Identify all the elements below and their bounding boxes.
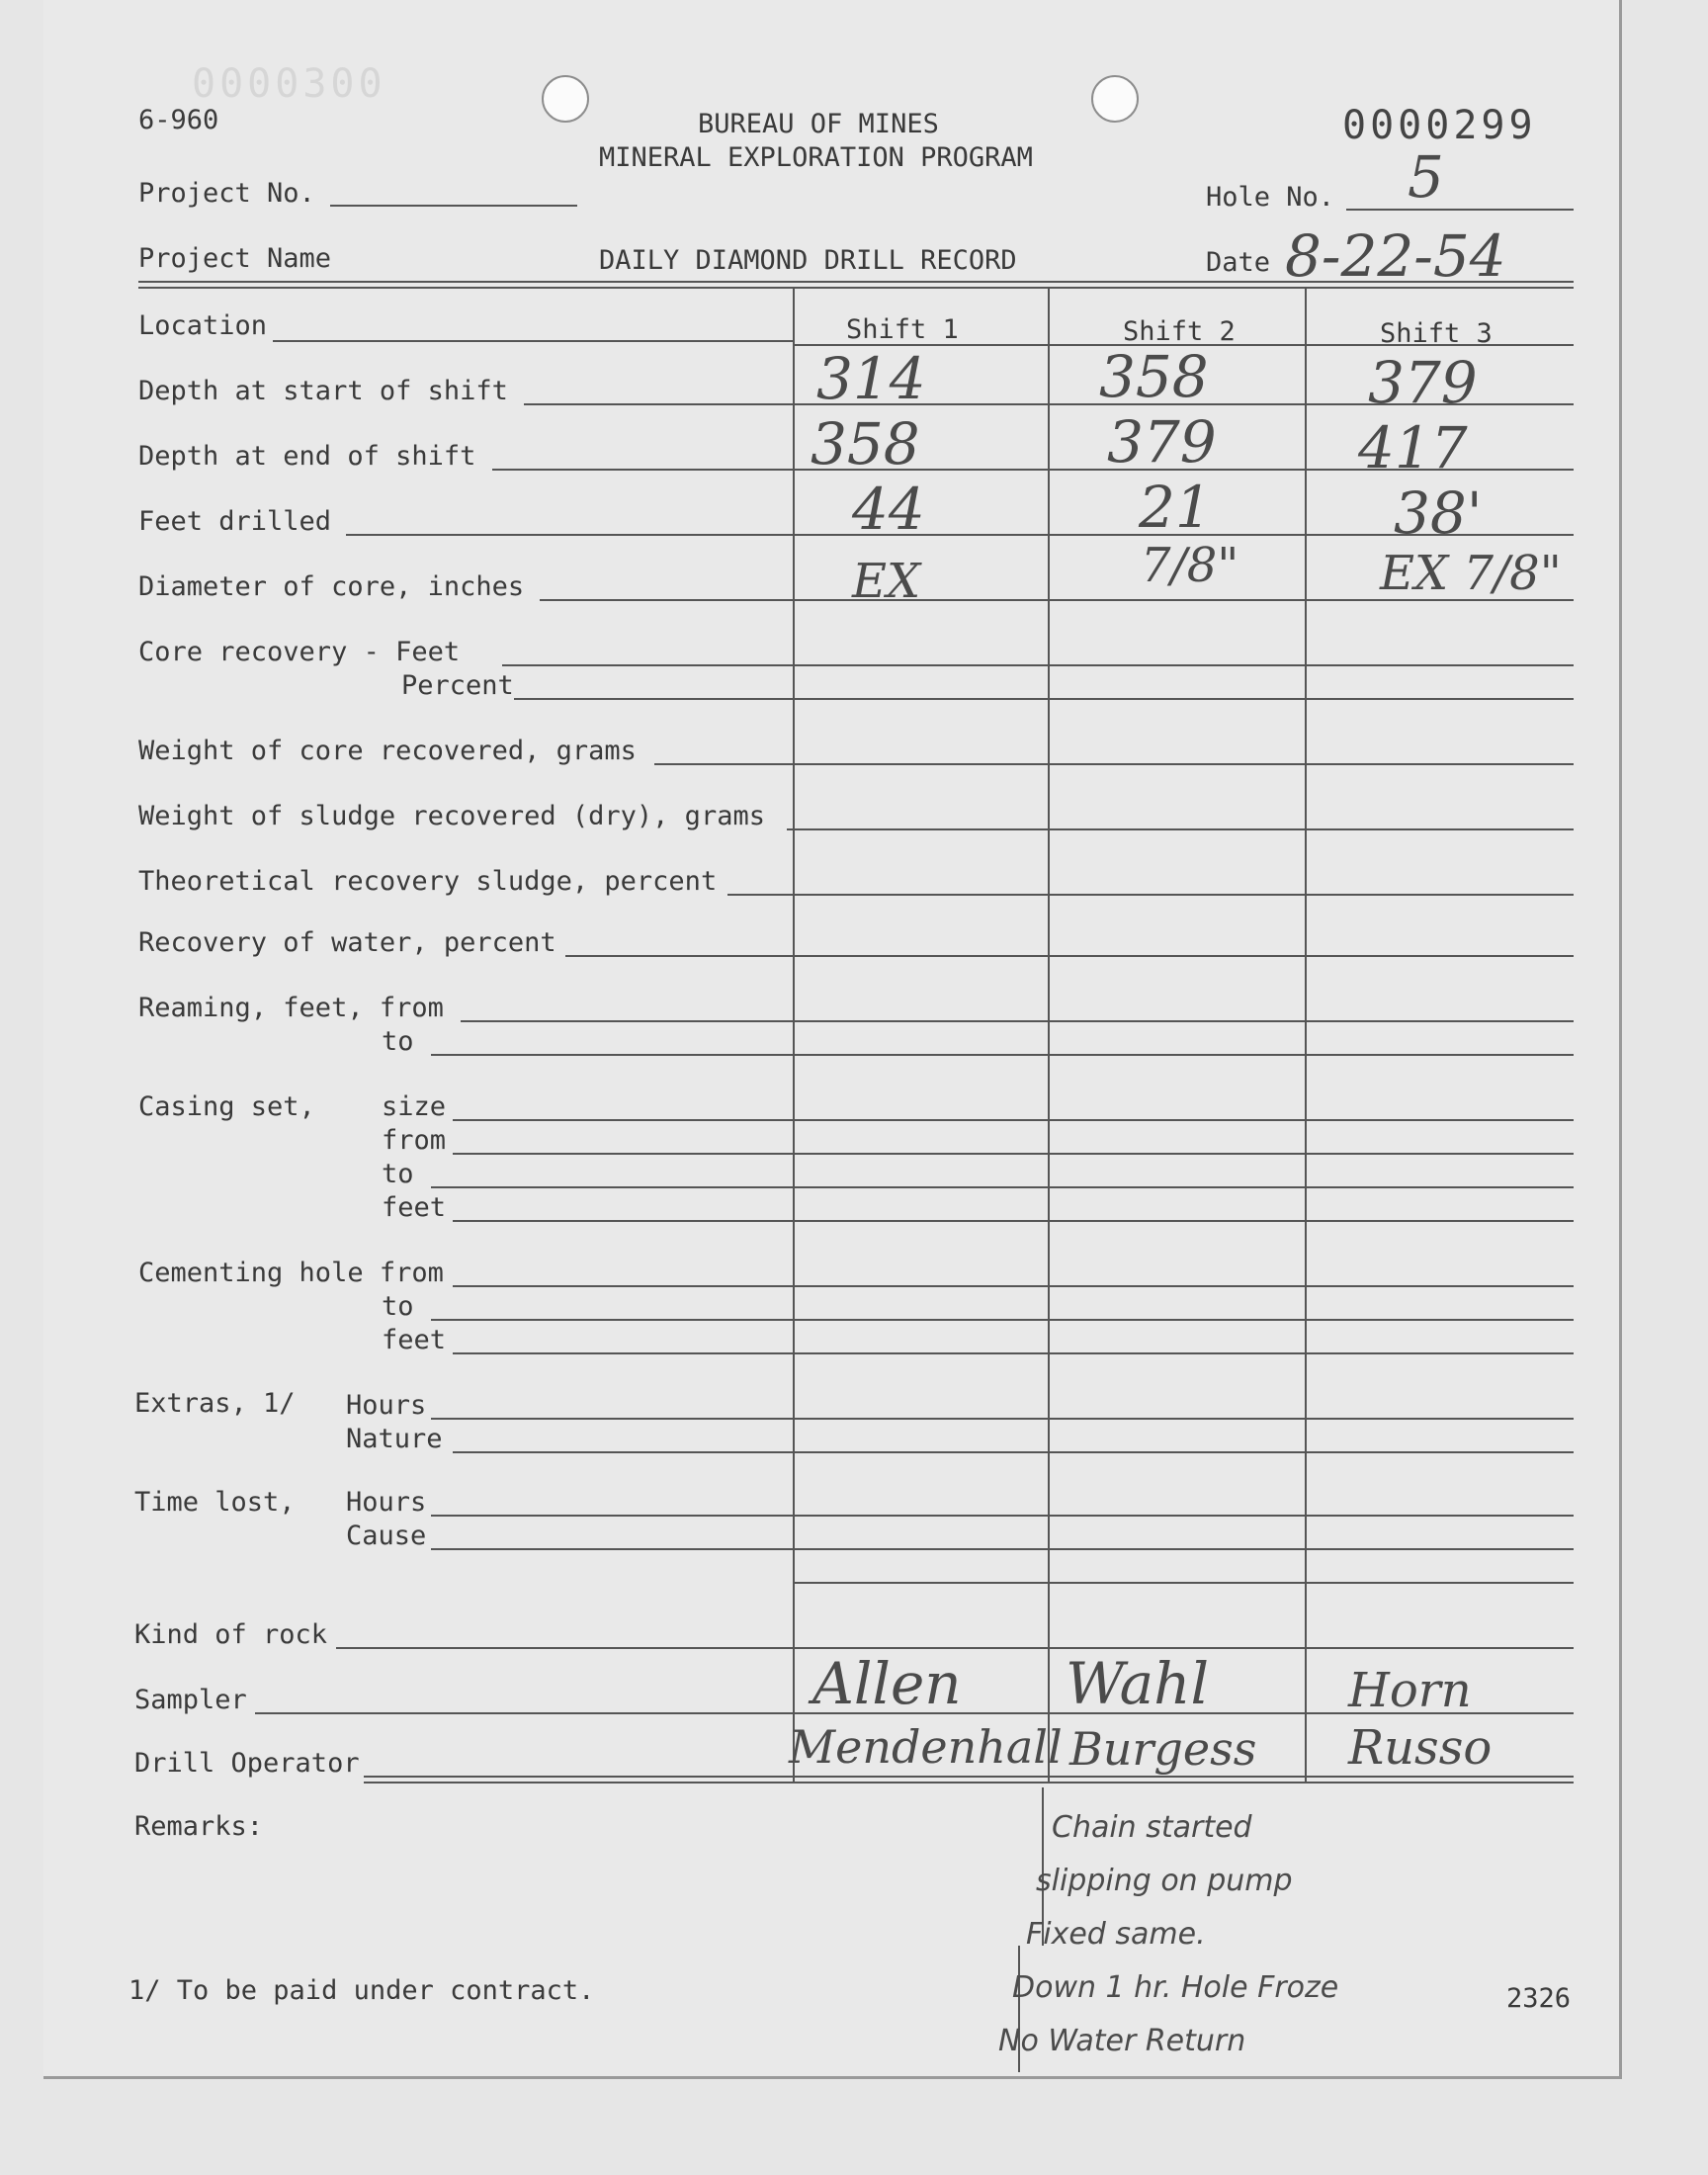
percent-label: Percent (401, 670, 514, 701)
extras-hours-label: Hours (346, 1390, 427, 1421)
time-lost-cause-label: Cause (346, 1521, 427, 1551)
agency-title: BUREAU OF MINES (698, 109, 939, 139)
diameter-shift-2: 7/8" (1141, 538, 1239, 593)
drill-operator-shift-3: Russo (1348, 1720, 1493, 1776)
remarks-line-2: slipping on pump (1036, 1864, 1293, 1898)
reaming-label: Reaming, feet, from (138, 993, 444, 1023)
date-label: Date (1206, 247, 1271, 278)
extras-label: Extras, 1/ (134, 1388, 296, 1419)
form-number: 6-960 (138, 105, 219, 135)
footnote: 1/ To be paid under contract. (128, 1975, 595, 2006)
project-no-label: Project No. (138, 178, 315, 209)
depth-start-shift-1: 314 (816, 345, 926, 412)
cementing-feet-label: feet (382, 1325, 447, 1355)
casing-feet-label: feet (382, 1192, 447, 1223)
casing-label: Casing set, (138, 1091, 315, 1122)
feet-drilled-shift-1: 44 (852, 476, 925, 543)
weight-sludge-label: Weight of sludge recovered (dry), grams (138, 801, 765, 831)
casing-from-label: from (382, 1125, 447, 1156)
form-sheet (43, 0, 1622, 2079)
remarks-line-4: Down 1 hr. Hole Froze (1012, 1970, 1339, 2005)
remarks-line-1: Chain started (1052, 1810, 1252, 1845)
cementing-label: Cementing hole from (138, 1258, 444, 1288)
theoretical-label: Theoretical recovery sludge, percent (138, 866, 718, 897)
remarks-line-5: No Water Return (998, 2024, 1246, 2058)
reaming-to-label: to (382, 1026, 414, 1057)
hole-no-label: Hole No. (1206, 182, 1335, 213)
remarks-label: Remarks: (134, 1811, 264, 1842)
cementing-to-label: to (382, 1291, 414, 1322)
form-title: DAILY DIAMOND DRILL RECORD (599, 245, 1017, 276)
kind-of-rock-label: Kind of rock (134, 1619, 328, 1650)
weight-core-label: Weight of core recovered, grams (138, 736, 637, 766)
sampler-shift-3: Horn (1348, 1663, 1472, 1718)
depth-end-shift-3: 417 (1358, 414, 1468, 481)
depth-start-shift-3: 379 (1368, 349, 1478, 416)
program-title: MINERAL EXPLORATION PROGRAM (599, 142, 1033, 173)
shift-1-header: Shift 1 (846, 314, 959, 345)
location-label: Location (138, 310, 268, 341)
project-name-label: Project Name (138, 243, 332, 274)
core-recovery-label: Core recovery - Feet (138, 637, 461, 667)
punch-hole-left (542, 75, 589, 123)
ghost-serial-number: 0000300 (192, 61, 386, 107)
extras-nature-label: Nature (346, 1424, 443, 1454)
time-lost-hours-label: Hours (346, 1487, 427, 1518)
depth-end-shift-1: 358 (811, 410, 920, 478)
depth-start-label: Depth at start of shift (138, 376, 508, 406)
remarks-line-3: Fixed same. (1026, 1917, 1206, 1952)
water-recovery-label: Recovery of water, percent (138, 927, 556, 958)
shift-3-header: Shift 3 (1380, 318, 1493, 349)
punch-hole-right (1091, 75, 1139, 123)
document-code: 2326 (1506, 1983, 1572, 2014)
shift-2-header: Shift 2 (1123, 316, 1236, 347)
drill-operator-shift-2: Burgess (1069, 1722, 1257, 1776)
diameter-shift-1: EX (852, 554, 921, 609)
casing-size-label: size (382, 1091, 447, 1122)
feet-drilled-label: Feet drilled (138, 506, 332, 537)
depth-end-label: Depth at end of shift (138, 441, 476, 472)
feet-drilled-shift-3: 38' (1394, 479, 1483, 547)
feet-drilled-shift-2: 21 (1139, 474, 1212, 541)
sampler-label: Sampler (134, 1685, 247, 1715)
serial-number: 0000299 (1342, 103, 1537, 148)
casing-to-label: to (382, 1159, 414, 1189)
depth-start-shift-2: 358 (1099, 343, 1209, 410)
date-value: 8-22-54 (1285, 222, 1506, 290)
drill-operator-label: Drill Operator (134, 1748, 360, 1779)
drill-operator-shift-1: Mendenhall (789, 1720, 1063, 1774)
depth-end-shift-2: 379 (1107, 408, 1217, 476)
diameter-label: Diameter of core, inches (138, 571, 525, 602)
sampler-shift-1: Allen (812, 1650, 962, 1717)
hole-no-value: 5 (1408, 143, 1444, 211)
sampler-shift-2: Wahl (1066, 1650, 1210, 1717)
time-lost-label: Time lost, (134, 1487, 296, 1518)
diameter-shift-3: EX 7/8" (1380, 546, 1562, 601)
